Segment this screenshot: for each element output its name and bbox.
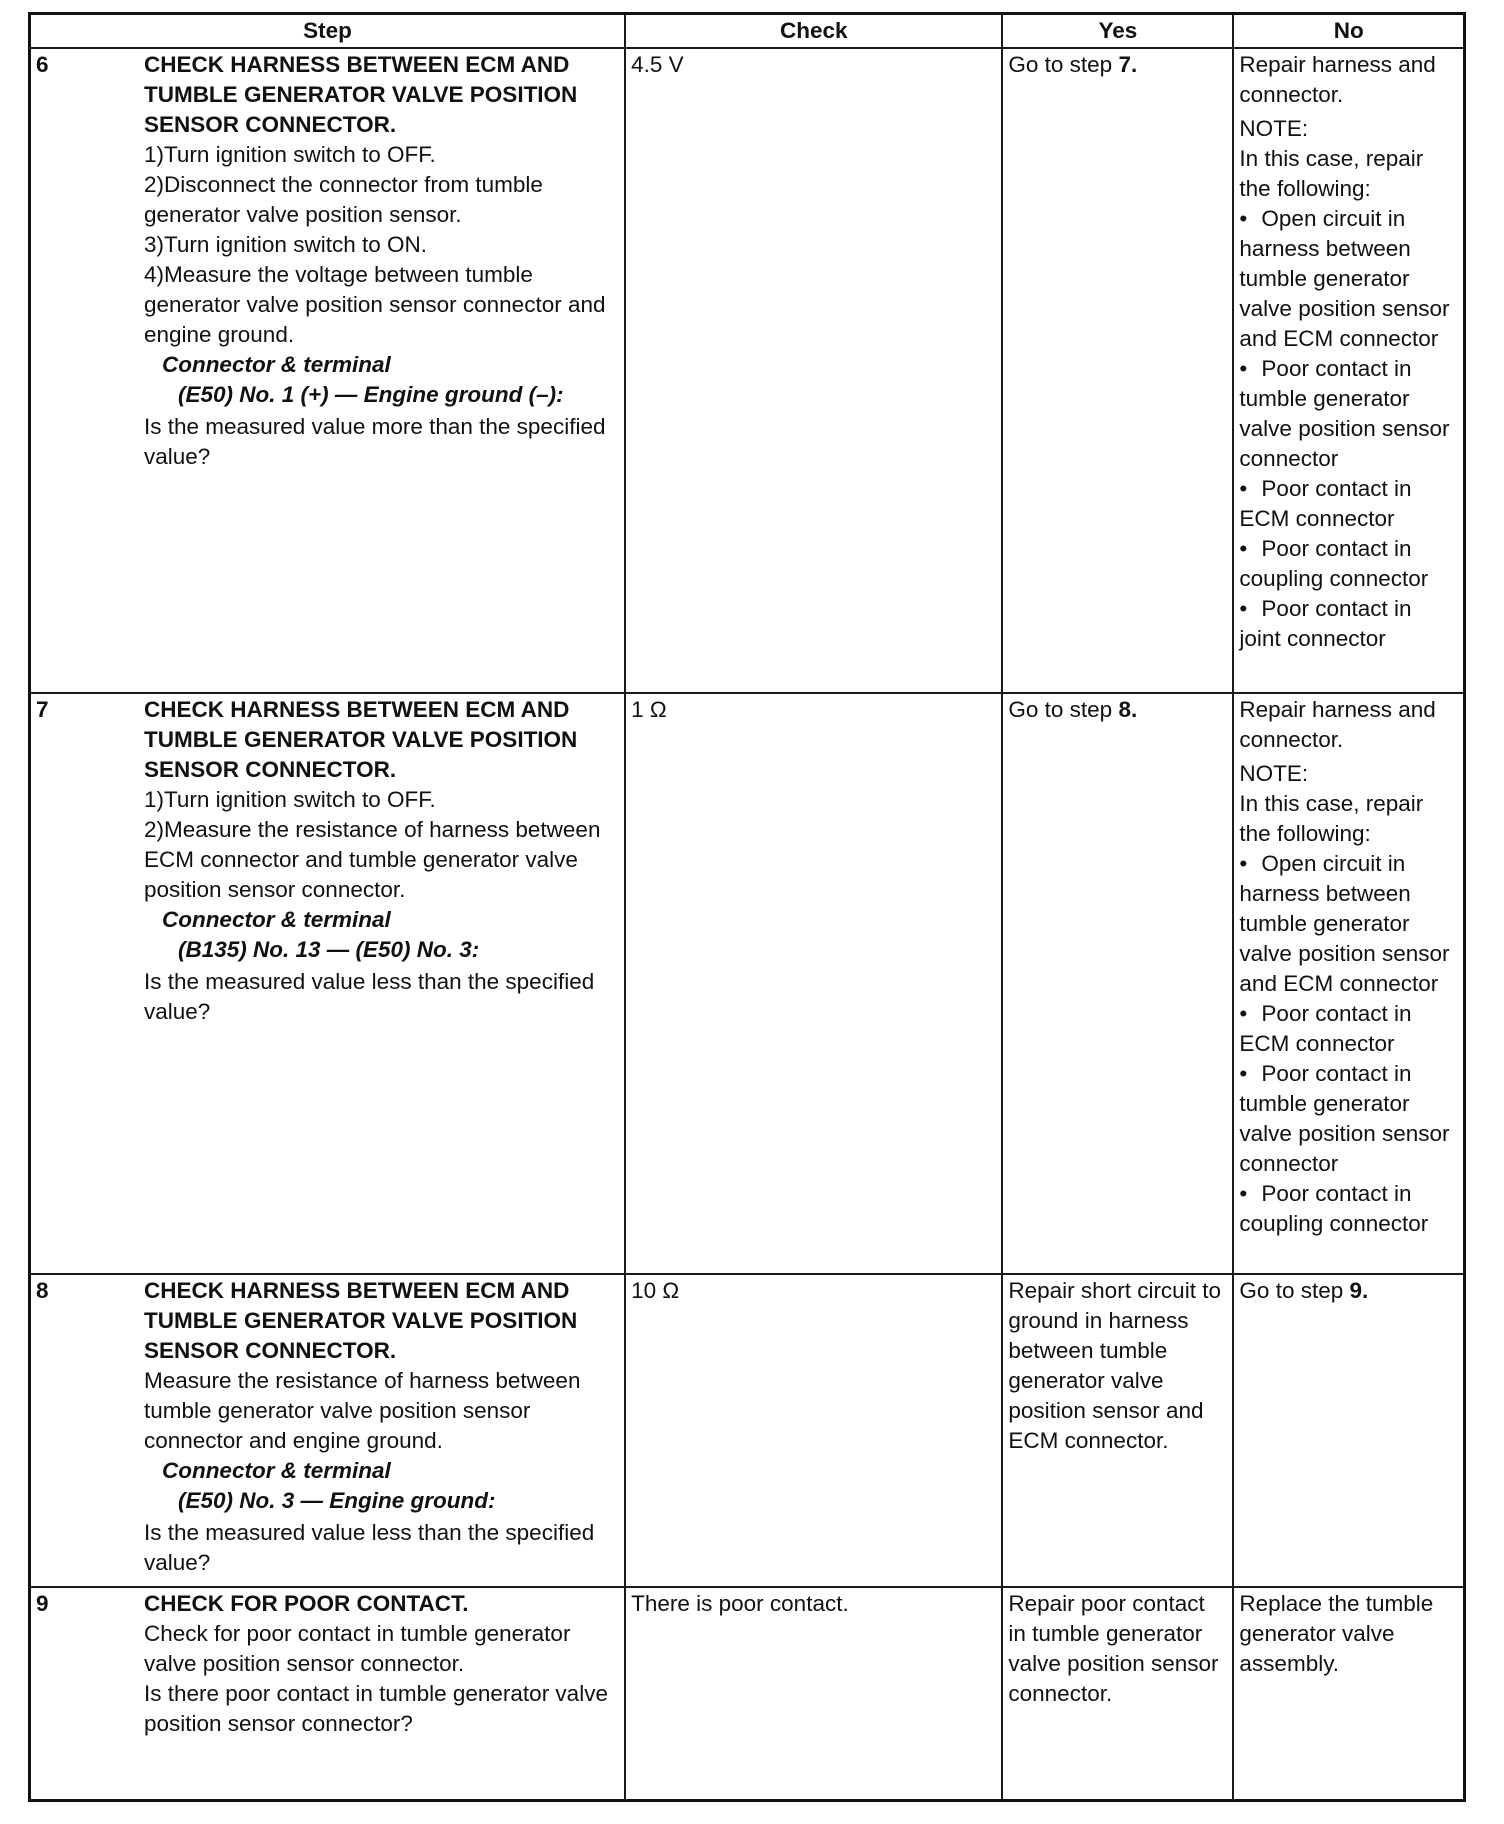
list-item: • Open circuit in harness between tumble generator valve position sensor and ECM connector	[1239, 851, 1450, 996]
step-description	[144, 1587, 625, 1801]
yes-action	[1002, 48, 1233, 693]
step-description	[144, 693, 625, 1274]
step-number: 6	[30, 48, 144, 693]
step-instruction: 4)Measure the voltage between tumble generator valve position sensor connector and engine ground.	[143, 262, 606, 347]
step-question: Is the measured value less than the specified value?	[143, 969, 595, 1024]
step-question: Is the measured value more than the specified value?	[143, 414, 606, 469]
note-heading: NOTE:	[1239, 761, 1309, 786]
no-goto-text: Go to step	[1239, 1278, 1350, 1303]
step-title: CHECK HARNESS BETWEEN ECM AND TUMBLE GENERATOR VALVE POSITION SENSOR CONNECTOR.	[143, 697, 578, 782]
table-row	[30, 48, 1465, 693]
yes-action: Repair short circuit to ground in harness between tumble generator valve position sensor and ECM connector.	[1002, 1274, 1233, 1587]
step-number: 8	[30, 1274, 144, 1587]
list-item: • Poor contact in ECM connector	[1239, 1001, 1412, 1056]
header-yes: Yes	[1002, 14, 1233, 49]
yes-action	[1002, 693, 1233, 1274]
step-title: CHECK HARNESS BETWEEN ECM AND TUMBLE GENERATOR VALVE POSITION SENSOR CONNECTOR.	[143, 1278, 578, 1363]
connector-terminal: (E50) No. 1 (+) — Engine ground (–):	[177, 382, 564, 407]
note-intro: In this case, repair the following:	[1239, 146, 1424, 201]
connector-label: Connector & terminal	[161, 352, 391, 377]
connector-label: Connector & terminal	[161, 1458, 391, 1483]
yes-goto-step: 8.	[1118, 697, 1138, 722]
step-question: Is there poor contact in tumble generator valve position sensor connector?	[143, 1681, 608, 1736]
yes-goto-text: Go to step	[1008, 697, 1119, 722]
diagnostic-table	[28, 12, 1466, 1802]
check-value: There is poor contact.	[625, 1587, 1002, 1801]
list-item: • Open circuit in harness between tumble generator valve position sensor and ECM connector	[1239, 206, 1450, 351]
table-header-row	[30, 14, 1465, 49]
no-action	[1233, 48, 1464, 693]
step-title: CHECK HARNESS BETWEEN ECM AND TUMBLE GENERATOR VALVE POSITION SENSOR CONNECTOR.	[143, 52, 578, 137]
header-check: Check	[625, 14, 1002, 49]
step-instruction: Measure the resistance of harness between tumble generator valve position sensor connector and engine ground.	[143, 1368, 581, 1453]
step-instruction: Check for poor contact in tumble generator valve position sensor connector.	[143, 1621, 571, 1676]
no-action: Replace the tumble generator valve assembly.	[1233, 1587, 1464, 1801]
no-action-text: Repair harness and connector.	[1239, 697, 1436, 752]
check-value: 10 Ω	[625, 1274, 1002, 1587]
yes-action: Repair poor contact in tumble generator valve position sensor connector.	[1002, 1587, 1233, 1801]
list-item: • Poor contact in tumble generator valve position sensor connector	[1239, 1061, 1450, 1176]
table-row	[30, 1274, 1465, 1587]
connector-label: Connector & terminal	[161, 907, 391, 932]
step-question: Is the measured value less than the specified value?	[143, 1520, 595, 1575]
yes-goto-text: Go to step	[1008, 52, 1119, 77]
no-action-text: Repair harness and connector.	[1239, 52, 1436, 107]
header-no: No	[1233, 14, 1464, 49]
list-item: • Poor contact in joint connector	[1239, 596, 1412, 651]
diagnostic-procedure	[28, 12, 1466, 1802]
list-item: • Poor contact in coupling connector	[1239, 536, 1429, 591]
step-instruction: 1)Turn ignition switch to OFF.	[143, 142, 436, 167]
connector-terminal: (B135) No. 13 — (E50) No. 3:	[177, 937, 480, 962]
step-number: 7	[30, 693, 144, 1274]
note-intro: In this case, repair the following:	[1239, 791, 1424, 846]
step-number: 9	[30, 1587, 144, 1801]
list-item: • Poor contact in coupling connector	[1239, 1181, 1429, 1236]
step-title: CHECK FOR POOR CONTACT.	[143, 1591, 469, 1616]
no-action	[1233, 693, 1464, 1274]
step-instruction: 2)Measure the resistance of harness between ECM connector and tumble generator valve position sensor connector.	[143, 817, 601, 902]
header-step: Step	[30, 14, 626, 49]
step-instruction: 2)Disconnect the connector from tumble generator valve position sensor.	[143, 172, 543, 227]
no-action	[1233, 1274, 1464, 1587]
check-value: 4.5 V	[625, 48, 1002, 693]
table-row	[30, 693, 1465, 1274]
table-row	[30, 1587, 1465, 1801]
list-item: • Poor contact in tumble generator valve position sensor connector	[1239, 356, 1450, 471]
check-value: 1 Ω	[625, 693, 1002, 1274]
step-instruction: 3)Turn ignition switch to ON.	[143, 232, 427, 257]
step-description	[144, 1274, 625, 1587]
step-description	[144, 48, 625, 693]
list-item: • Poor contact in ECM connector	[1239, 476, 1412, 531]
no-goto-step: 9.	[1349, 1278, 1369, 1303]
yes-goto-step: 7.	[1118, 52, 1138, 77]
note-heading: NOTE:	[1239, 116, 1309, 141]
step-instruction: 1)Turn ignition switch to OFF.	[143, 787, 436, 812]
connector-terminal: (E50) No. 3 — Engine ground:	[177, 1488, 496, 1513]
